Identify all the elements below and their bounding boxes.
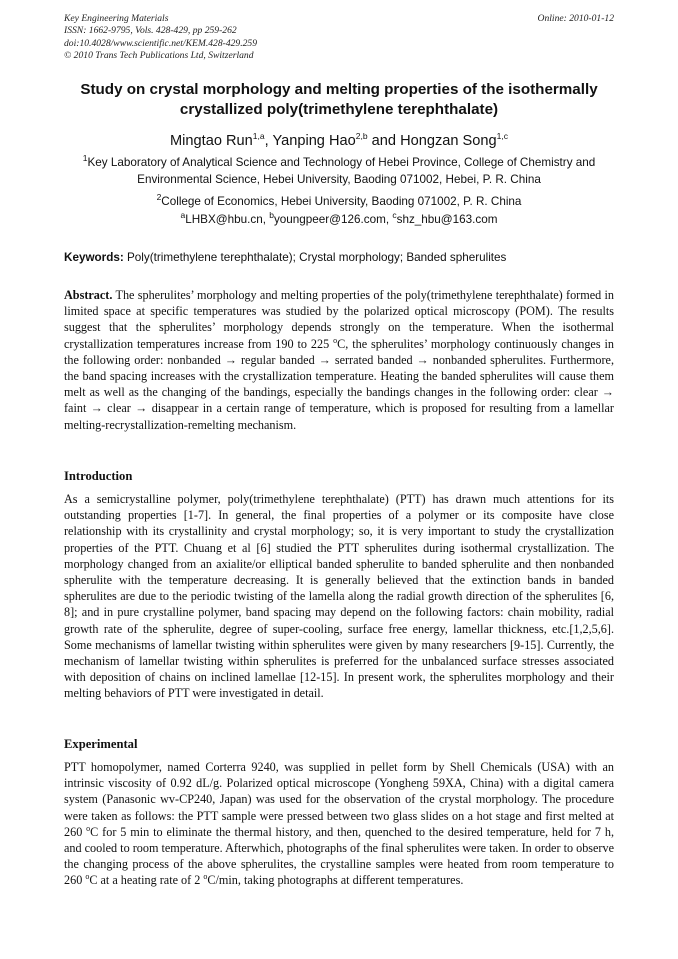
author-1-sup: 1,a xyxy=(252,131,265,142)
title-line-1: Study on crystal morphology and melting properties of the isothermally xyxy=(80,81,598,98)
experimental-text-part: C/min, taking photographs at different temperatures. xyxy=(207,873,464,888)
email-c-sup: c xyxy=(392,210,397,221)
affiliation-1-sup: 1 xyxy=(82,153,88,164)
author-2-sup: 2,b xyxy=(355,131,368,142)
abstract-label: Abstract. xyxy=(64,288,113,302)
journal-name: Key Engineering Materials xyxy=(64,13,169,24)
author-separator: , xyxy=(264,133,273,149)
experimental-text-part: C at a heating rate of 2 xyxy=(89,873,204,888)
author-2: Yanping Hao xyxy=(272,133,356,149)
author-list xyxy=(64,132,614,150)
affiliation-2 xyxy=(64,193,614,210)
degree-mark: o xyxy=(85,872,90,882)
degree-mark: o xyxy=(86,823,91,833)
experimental-text-part: C for 5 min to eliminate the thermal history, and then, quenched to the desired temperature, held for 7 h, and cooled to room temperature. Afterwhich, photographs of the final spherulites were taken. In order to observe the changing process of the above spherulites, the crystalline samples were heated from room temperature to 260 xyxy=(64,824,615,888)
degree-mark: o xyxy=(203,872,208,882)
email-b-sup: b xyxy=(269,210,274,221)
author-3-sup: 1,c xyxy=(496,131,508,142)
online-date: Online: 2010-01-12 xyxy=(537,13,614,24)
abstract-text: The spherulites’ morphology and melting properties of the poly(trimethylene terephthalate) formed in limited space at specific temperatures was studied by the polarized optical microscopy (POM). The results suggest that the spherulites’ morphology depends strongly on the temperature. When the isothermal crystallization temperatures increase from 190 to 225 xyxy=(64,288,614,351)
affiliation-1-line-2: Environmental Science, Hebei University, Baoding 071002, Hebei, P. R. China xyxy=(137,173,541,186)
keywords-label: Keywords: xyxy=(64,251,124,264)
keywords xyxy=(64,249,614,266)
copyright-line: © 2010 Trans Tech Publications Ltd, Switzerland xyxy=(64,50,254,62)
author-3: Hongzan Song xyxy=(400,133,497,149)
email-c: shz_hbu@163.com xyxy=(396,213,498,226)
affiliation-1-line-1: Key Laboratory of Analytical Science and Technology of Hebei Province, College of Chemistry and xyxy=(87,156,596,169)
abstract-text: C, the spherulites’ morphology continuously changes in the following order: nonbanded → regular banded → serrated banded → nonbanded spherulites. Furthermore, the band spacing increases with the crystallization temperature. Heating the banded spherulites will cause them melt as well as the changing of the bandings, especially the bandings changes in the following order: clear → faint → clear → disappear in a certain range of temperature, which is proposed for resulting from a lamellar melting-recrystallization-remelting mechanism. xyxy=(64,336,614,432)
affiliation-2-text: College of Economics, Hebei University, Baoding 071002, P. R. China xyxy=(161,195,522,208)
introduction-heading: Introduction xyxy=(64,469,133,483)
email-a-sup: a xyxy=(180,210,186,221)
experimental-heading: Experimental xyxy=(64,737,138,751)
affiliation-2-sup: 2 xyxy=(156,192,162,203)
keywords-text: Poly(trimethylene terephthalate); Crystal morphology; Banded spherulites xyxy=(123,251,507,264)
introduction-text: As a semicrystalline polymer, poly(trimethylene terephthalate) (PTT) has drawn much attentions for its outstanding properties [1-7]. In general, the final properties of a polymer or its composite have close relationship with its crystallinity and crystal morphology; so, it is very important to study the crystallization properties of the PTT. Chuang et al [6] studied the PTT spherulites during isothermal crystallization. The morphology changed from an axialite/or elliptical banded spherulite to banded spherulite and then nonbanded spherulite with the temperature decreasing. It is generally believed that the extinction bands in banded spherulites are due to the periodic twisting of the lamella along the radial growth direction of the spherulites [6, 8]; and in pure crystalline polymer, band spacing may depend on the following factors: chain mobility, radial growth rate of the spherulite, degree of super-cooling, surface free energy, lamellar thickness, etc.[1,2,5,6]. Some mechanisms of lamellar twisting within spherulites were given by many researchers [9-15]. Currently, the mechanism of lamellar twisting within spherulites is preferred for the unbalanced surface stresses associated with deposition of chains on inclined lamellae [12-15]. In present work, the spherulites morphology and their melting behaviors of PTT were investigated in detail. xyxy=(64,492,614,701)
experimental-text-part: PTT homopolymer, named Corterra 9240, was supplied in pellet form by Shell Chemicals (USA) with an intrinsic viscosity of 0.92 dL/g. Polarized optical microscope (Yongheng 59XA, China) with a digital camera system (Panasonic wv-CP240, Japan) was used for the observation of the crystal morphology. The procedure were taken as follows: the PTT sample were pressed between two glass slides on a hot stage and first melted at 260 xyxy=(64,760,614,839)
affiliation-1 xyxy=(64,154,614,188)
author-1: Mingtao Run xyxy=(170,133,253,149)
experimental-text xyxy=(64,759,614,889)
abstract xyxy=(64,287,614,433)
paper-title xyxy=(64,80,614,120)
doi-line: doi:10.4028/www.scientific.net/KEM.428-429.259 xyxy=(64,37,258,49)
journal-header xyxy=(64,13,614,63)
degree-mark: o xyxy=(333,335,338,345)
author-separator: and xyxy=(367,133,401,149)
email-list xyxy=(64,211,614,228)
issn-line: ISSN: 1662-9795, Vols. 428-429, pp 259-262 xyxy=(64,25,237,37)
email-b: youngpeer@126.com, xyxy=(273,213,393,226)
email-a: LHBX@hbu.cn, xyxy=(185,213,270,226)
title-line-2: crystallized poly(trimethylene terephthalate) xyxy=(179,101,499,118)
